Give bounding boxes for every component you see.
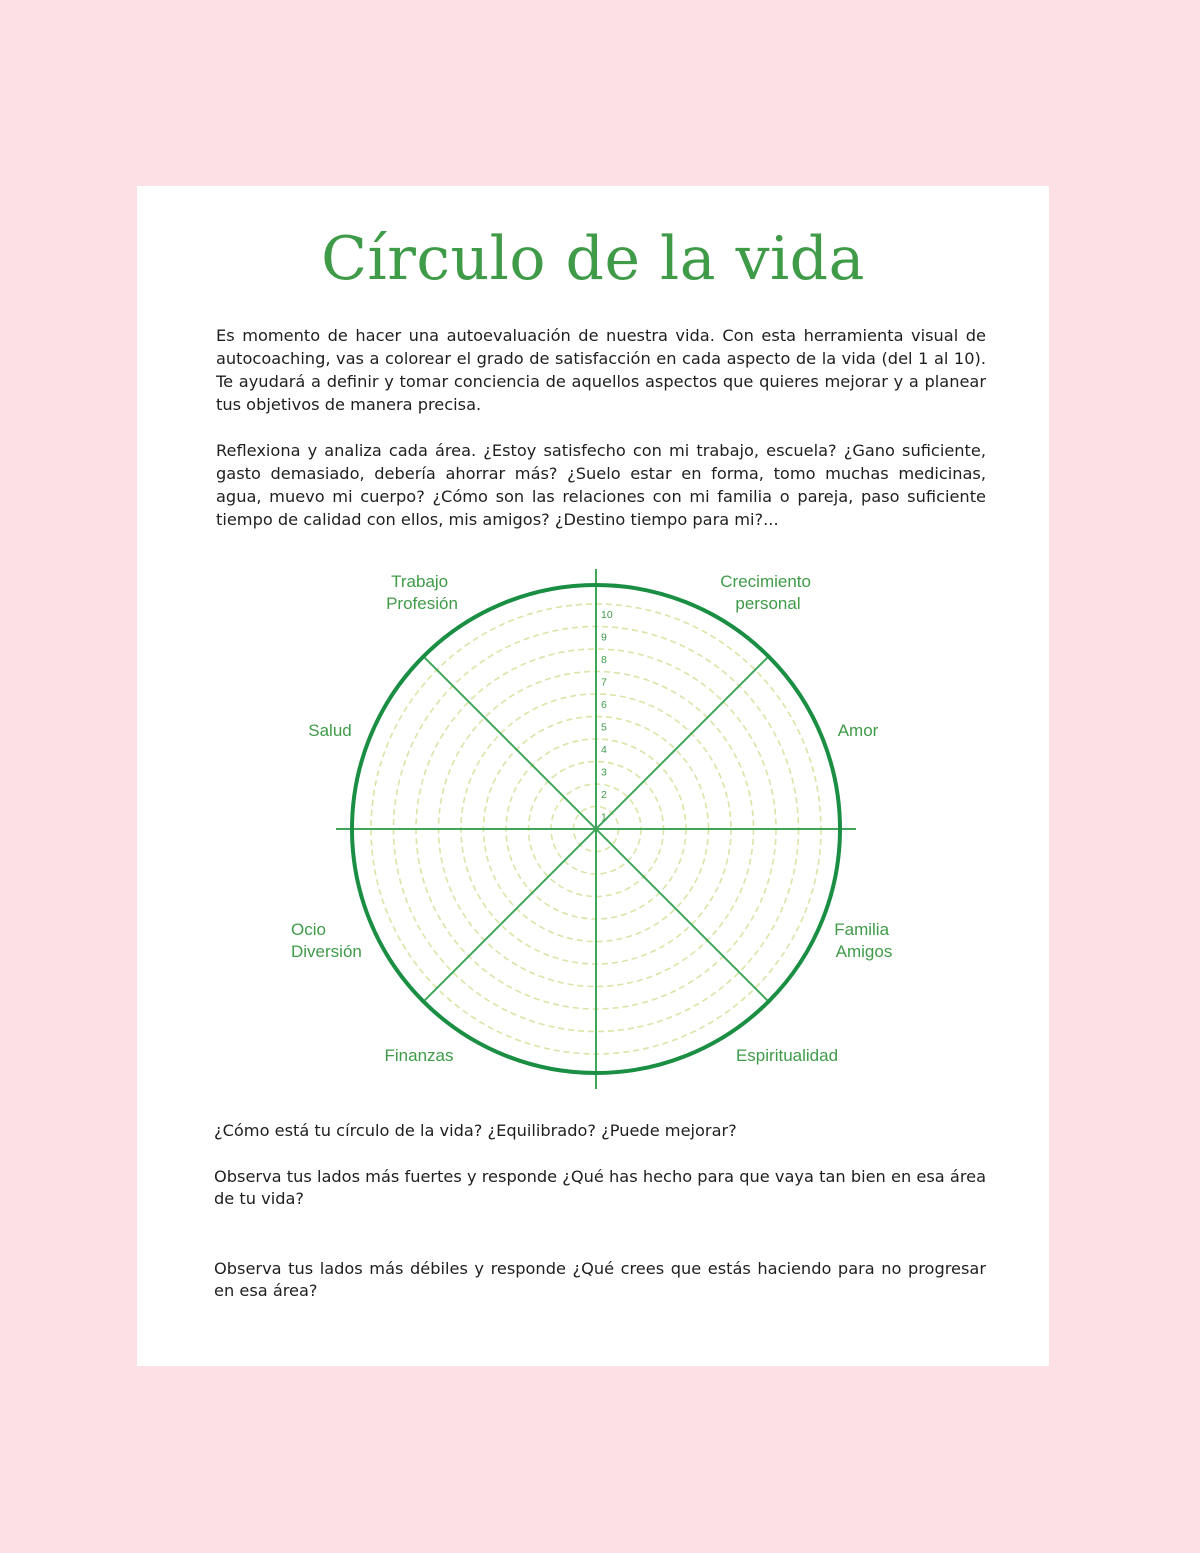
scale-number: 2 — [601, 789, 607, 801]
page-title: Círculo de la vida — [321, 224, 865, 294]
scale-number: 4 — [601, 744, 607, 756]
scale-number: 6 — [601, 699, 607, 711]
scale-number: 9 — [601, 631, 607, 644]
scale-number: 7 — [601, 676, 607, 689]
scale-number: 10 — [601, 609, 613, 621]
area-label-amor: Amor — [837, 721, 879, 740]
question-balance: ¿Cómo está tu círculo de la vida? ¿Equilibrado? ¿Puede mejorar? — [214, 1121, 737, 1140]
wheel-spokes — [336, 569, 856, 1089]
area-label-ocio: Ocio Diversión — [291, 920, 362, 961]
area-label-espiritualidad: Espiritualidad — [735, 1046, 839, 1065]
area-label-finanzas: Finanzas — [384, 1046, 454, 1065]
intro-paragraph: Es momento de hacer una autoevaluación de nuestra vida. Con esta herramienta visual de autocoaching, vas a colorear el grado de satisfacción en cada aspecto de la vida (del 1 al 10). Te ayudará a definir y tomar conciencia de aquellos aspectos que quieres mejorar y a planear tus objetivos de manera precisa. — [216, 326, 986, 414]
area-label-crecimiento: Crecimiento personal — [720, 572, 811, 613]
scale-number: 1 — [601, 811, 607, 824]
question-weaknesses: Observa tus lados más débiles y responde ¿Qué crees que estás haciendo para no progresar en esa área? — [214, 1259, 986, 1300]
scale-number: 3 — [601, 766, 607, 779]
scale-number: 5 — [601, 721, 607, 734]
area-label-salud: Salud — [308, 721, 352, 740]
area-label-familia: Familia Amigos — [834, 920, 893, 961]
area-label-trabajo: Trabajo Profesión — [386, 572, 458, 613]
reflection-paragraph: Reflexiona y analiza cada área. ¿Estoy satisfecho con mi trabajo, escuela? ¿Gano suficiente, gasto demasiado, debería ahorrar más? ¿Suelo estar en forma, tomo muchas medicinas, agua, muevo mi cuerpo? ¿Cómo son las relaciones con mi familia o pareja, paso suficiente tiempo de calidad con ellos, mis amigos? ¿Destino tiempo para mi?... — [216, 441, 986, 529]
scale-number: 8 — [601, 654, 607, 666]
question-strengths: Observa tus lados más fuertes y responde ¿Qué has hecho para que vaya tan bien en esa área de tu vida? — [214, 1167, 986, 1208]
